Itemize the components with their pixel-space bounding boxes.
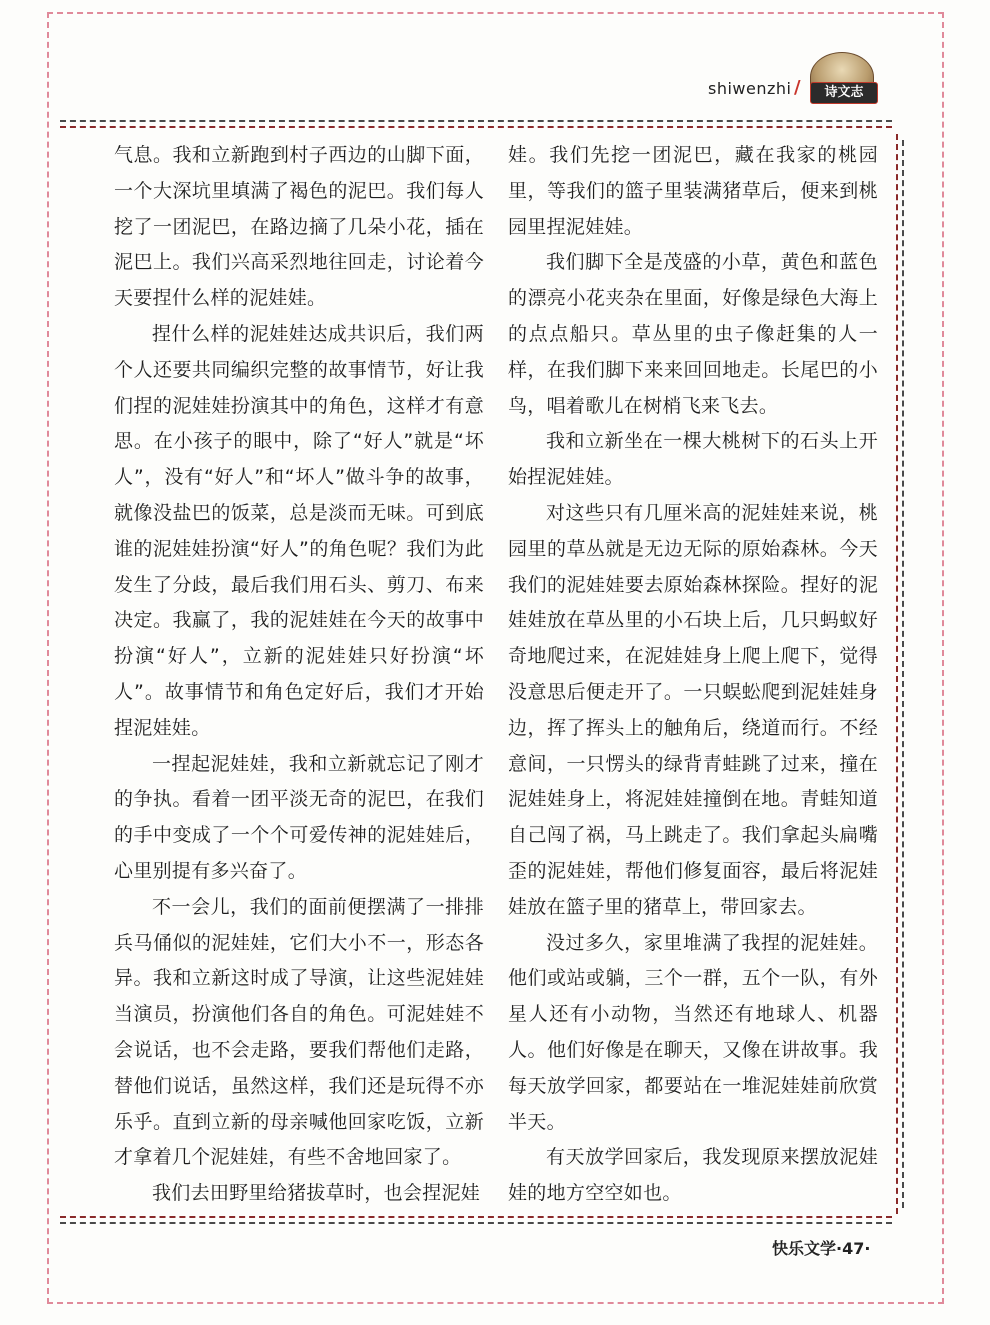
content-border-bottom <box>60 1216 892 1218</box>
content-border-bottom-inner <box>60 1222 892 1224</box>
header-pinyin: shiwenzhi <box>708 79 792 98</box>
paragraph: 我和立新坐在一棵大桃树下的石头上开始捏泥娃娃。 <box>508 430 878 489</box>
header-slash: / <box>794 77 801 98</box>
page-footer: 快乐文学·47· <box>772 1239 871 1258</box>
right-text-column <box>508 138 878 1212</box>
content-border-top-inner <box>60 126 892 128</box>
content-border-right-inner <box>902 140 904 1208</box>
content-border-right <box>896 134 898 1214</box>
paragraph: 捏什么样的泥娃娃达成共识后，我们两个人还要共同编织完整的故事情节，好让我们捏的泥娃娃扮演其中的角色，这样才有意思。在小孩子的眼中，除了“好人”就是“坏人”，没有“好人”和“坏人”做斗争的故事，就像没盐巴的饭菜，总是淡而无味。可到底谁的泥娃娃扮演“好人”的角色呢？我们为此发生了分歧，最后我们用石头、剪刀、布来决定。我赢了，我的泥娃娃在今天的故事中扮演“好人”，立新的泥娃娃只好扮演“坏人”。故事情节和角色定好后，我们才开始捏泥娃娃。 <box>114 322 484 739</box>
paragraph: 气息。我和立新跑到村子西边的山脚下面，一个大深坑里填满了褐色的泥巴。我们每人挖了一团泥巴，在路边摘了几朵小花，插在泥巴上。我们兴高采烈地往回走，讨论着今天要捏什么样的泥娃娃。 <box>114 144 484 310</box>
paragraph: 我们去田野里给猪拔草时，也会捏泥娃 <box>152 1182 481 1205</box>
column-badge: 诗文志 <box>810 82 878 104</box>
paragraph: 一捏起泥娃娃，我和立新就忘记了刚才的争执。看着一团平淡无奇的泥巴，在我们的手中变成了一个个可爱传神的泥娃娃后，心里别提有多兴奋了。 <box>114 752 484 882</box>
paragraph: 有天放学回家后，我发现原来摆放泥娃娃的地方空空如也。 <box>508 1146 878 1205</box>
paragraph: 娃。我们先挖一团泥巴，藏在我家的桃园里，等我们的篮子里装满猪草后，便来到桃园里捏泥娃娃。 <box>508 144 878 238</box>
left-text-column <box>114 138 484 1212</box>
paragraph: 没过多久，家里堆满了我捏的泥娃娃。他们或站或躺，三个一群，五个一队，有外星人还有小动物，当然还有地球人、机器人。他们好像是在聊天，又像在讲故事。我每天放学回家，都要站在一堆泥娃娃前欣赏半天。 <box>508 931 878 1133</box>
paragraph: 对这些只有几厘米高的泥娃娃来说，桃园里的草丛就是无边无际的原始森林。今天我们的泥娃娃要去原始森林探险。捏好的泥娃娃放在草丛里的小石块上后，几只蚂蚁好奇地爬过来，在泥娃娃身上爬上爬下，觉得没意思后便走开了。一只蜈蚣爬到泥娃娃身边，挥了挥头上的触角后，绕道而行。不经意间，一只愣头的绿背青蛙跳了过来，撞在泥娃娃身上，将泥娃娃撞倒在地。青蛙知道自己闯了祸，马上跳走了。我们拿起头扁嘴歪的泥娃娃，帮他们修复面容，最后将泥娃娃放在篮子里的猪草上，带回家去。 <box>508 501 878 918</box>
paragraph: 不一会儿，我们的面前便摆满了一排排兵马俑似的泥娃娃，它们大小不一，形态各异。我和立新这时成了导演，让这些泥娃娃当演员，扮演他们各自的角色。可泥娃娃不会说话，也不会走路，要我们帮他们走路，替他们说话，虽然这样，我们还是玩得不亦乐乎。直到立新的母亲喊他回家吃饭，立新才拿着几个泥娃娃，有些不舍地回家了。 <box>114 895 484 1169</box>
page-header <box>700 52 880 112</box>
content-border-top <box>60 120 892 122</box>
paragraph: 我们脚下全是茂盛的小草，黄色和蓝色的漂亮小花夹杂在里面，好像是绿色大海上的点点船只。草丛里的虫子像赶集的人一样，在我们脚下来来回回地走。长尾巴的小鸟，唱着歌儿在树梢飞来飞去。 <box>508 251 878 417</box>
